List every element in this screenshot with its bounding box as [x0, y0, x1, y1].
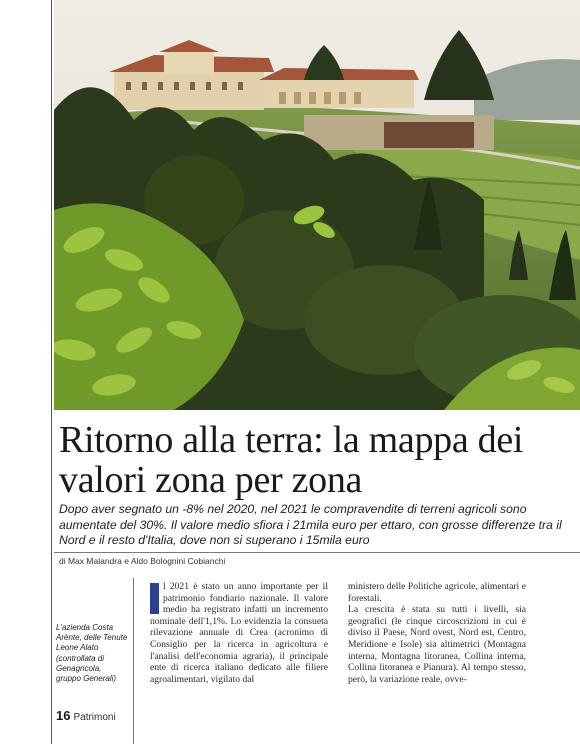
body-paragraph-3: La crescita è stata su tutti i livelli, sia geografici (le cinque circoscrizioni in cui è diviso il Paese, Nord ovest, Nord est, Centro, Meridione e Isole) sia altimetrici (Montagna interna, Montagna litoranea, Collina interna, Collina litoranea e Pianura). Al tempo stesso, però, la variazione reale, ovve-: [348, 604, 526, 685]
hero-photo-estate: [54, 0, 580, 410]
article-deck: Dopo aver segnato un -8% nel 2020, nel 2021 le compravendite di terreni agricoli sono aumentate del 30%. Il valore medio sfiora i 21mila euro per ettaro, con grosse differenze tra il Nord e il resto d'Italia, dove non si superano i 15mila euro: [59, 502, 562, 547]
body-paragraph-2: ministero delle Politiche agricole, alimentari e forestali.: [348, 581, 526, 604]
photo-caption: L'azienda Costa Arènte, delle Tenute Leone Alato (controllata di Genagricola, gruppo Generali): [56, 623, 128, 684]
column-divider: [133, 578, 134, 744]
article-byline: di Max Malandra e Aldo Bolognini Cobianchi: [59, 556, 226, 566]
body-column-1: [150, 581, 328, 685]
left-margin-rule: [51, 0, 52, 744]
page-footer: [56, 707, 116, 725]
body-paragraph-1: l 2021 è stato un anno importante per il patrimonio fondiario nazionale. Il valore medio ha registrato infatti un incremento nominale dell'1,1%. Lo evidenzia la consueta rilevazione annuale di Crea (acronimo di Consiglio per la ricerca in agricoltura e l'analisi dell'economia agraria), il principale ente di ricerca italiano dedicato alle filiere agroalimentari, vigilato dal: [150, 581, 328, 685]
magazine-name: Patrimoni: [73, 712, 116, 723]
page-number: 16: [56, 708, 71, 723]
article-title: Ritorno alla terra: la mappa dei valori zona per zona: [59, 419, 524, 501]
drop-cap-marker: [150, 583, 159, 614]
estate-landscape-image: [54, 0, 580, 410]
body-column-2: [348, 581, 526, 685]
byline-divider: [54, 552, 580, 553]
